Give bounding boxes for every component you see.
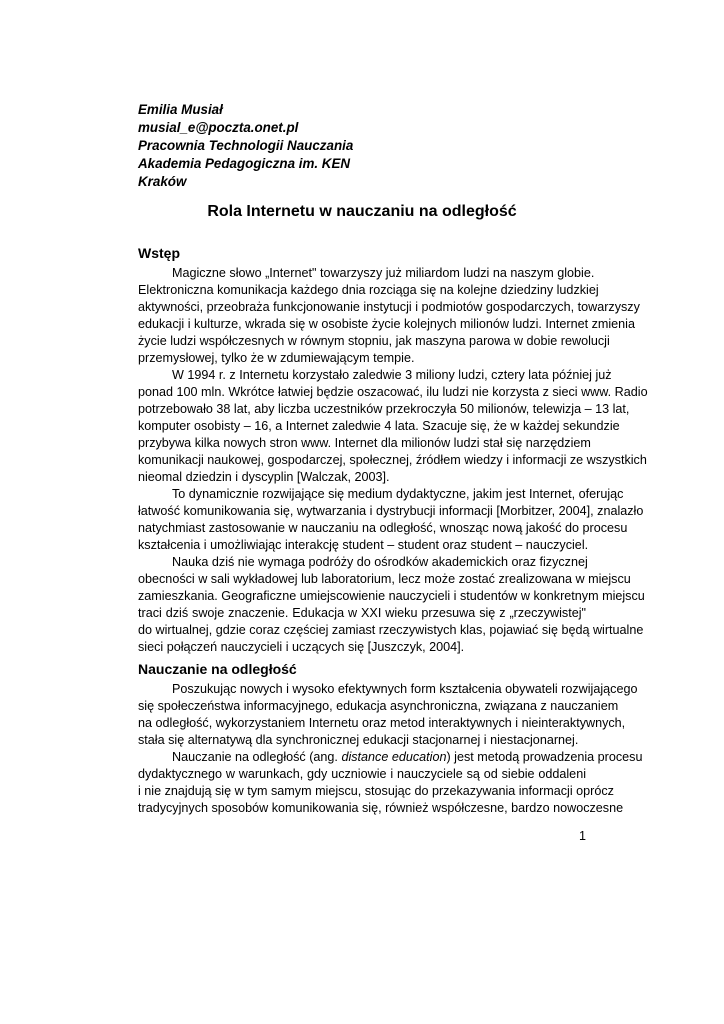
paragraph-line: potrzebowało 38 lat, aby liczba uczestników przekroczyła 50 milionów, telewizja – 13 lat, <box>138 402 630 416</box>
paragraph-line: Elektroniczna komunikacja każdego dnia rozciąga się na kolejne dziedziny ludzkiej <box>138 283 599 297</box>
paragraph-line: kształcenia i umożliwiając interakcję student – student oraz student – nauczyciel. <box>138 538 589 552</box>
author-block <box>138 101 353 191</box>
paragraph-line: W 1994 r. z Internetu korzystało zaledwie 3 miliony ludzi, cztery lata później już <box>172 368 612 382</box>
paragraph-line: przemysłowej, tylko że w zdumiewającym tempie. <box>138 351 415 365</box>
paragraph-line: tradycyjnych sposobów komunikowania się, również współczesne, bardzo nowoczesne <box>138 801 624 815</box>
paragraph-line: łatwość komunikowania się, wytwarzania i dystrybucji informacji [Morbitzer, 2004], znalazło <box>138 504 644 518</box>
paragraph-line: To dynamicznie rozwijające się medium dydaktyczne, jakim jest Internet, oferując <box>172 487 624 501</box>
paragraph-line: Nauczanie na odległość (ang. distance education) jest metodą prowadzenia procesu <box>172 750 643 764</box>
paragraph-line: do wirtualnej, gdzie coraz częściej zamiast rzeczywistych klas, pojawiać się będą wirtualne <box>138 623 644 637</box>
paragraph-line: traci dziś swoje znaczenie. Edukacja w XXI wieku przesuwa się z „rzeczywistej" <box>138 606 586 620</box>
paragraph-line: przybywa kilka nowych stron www. Internet dla milionów ludzi stał się narzędziem <box>138 436 591 450</box>
paragraph-line: aktywności, przeobraża funkcjonowanie instytucji i podmiotów gospodarczych, towarzyszy <box>138 300 640 314</box>
section-heading-nauczanie: Nauczanie na odległość <box>138 661 297 677</box>
paragraph-line: ponad 100 mln. Wkrótce łatwiej będzie oszacować, ilu ludzi nie korzysta z sieci www. Radio <box>138 385 648 399</box>
paragraph-line: życie ludzi współczesnych w równym stopniu, jak maszyna parowa w dobie rewolucji <box>138 334 610 348</box>
paragraph-line: komputer osobisty – 16, a Internet zaledwie 4 lata. Szacuje się, że w każdej sekundzie <box>138 419 620 433</box>
paragraph-line: natychmiast zastosowanie w nauczaniu na odległość, wnosząc nową jakość do procesu <box>138 521 628 535</box>
paragraph-line: dydaktycznego w warunkach, gdy uczniowie i nauczyciele są od siebie oddaleni <box>138 767 586 781</box>
paragraph-line: obecności w sali wykładowej lub laboratorium, lecz może zostać zrealizowana w miejscu <box>138 572 631 586</box>
paragraph-line: się społeczeństwa informacyjnego, edukacja asynchroniczna, związana z nauczaniem <box>138 699 619 713</box>
paragraph-line: na odległość, wykorzystaniem Internetu oraz metod interaktywnych i nieinteraktywnych, <box>138 716 626 730</box>
author-email: musial_e@poczta.onet.pl <box>138 120 299 135</box>
paragraph-line: stała się alternatywą dla synchronicznej edukacji stacjonarnej i niestacjonarnej. <box>138 733 579 747</box>
paragraph-line: komunikacji naukowej, gospodarczej, społecznej, źródłem wiedzy i informacji ze wszystkich <box>138 453 647 467</box>
author-name: Emilia Musiał <box>138 102 223 117</box>
paragraph-line: Nauka dziś nie wymaga podróży do ośrodków akademickich oraz fizycznej <box>172 555 588 569</box>
section-heading-wstep: Wstęp <box>138 245 180 261</box>
paper-title: Rola Internetu w nauczaniu na odległość <box>207 203 517 220</box>
paragraph-line: i nie znajdują się w tym samym miejscu, stosując do przekazywania informacji oprócz <box>138 784 614 798</box>
author-institution: Akademia Pedagogiczna im. KEN <box>138 156 351 171</box>
paragraph-line: nieomal dziedzin i dyscyplin [Walczak, 2003]. <box>138 470 390 484</box>
italic-term: distance education <box>341 750 447 764</box>
paragraph-line: Magiczne słowo „Internet" towarzyszy już miliardom ludzi na naszym globie. <box>172 266 595 280</box>
paragraph-line: zamieszkania. Geograficzne umiejscowienie nauczycieli i studentów w konkretnym miejscu <box>138 589 645 603</box>
paragraph-line: sieci połączeń nauczycieli i uczących się [Juszczyk, 2004]. <box>138 640 465 654</box>
author-city: Kraków <box>138 174 187 189</box>
author-department: Pracownia Technologii Nauczania <box>138 138 354 153</box>
paragraph-line: Poszukując nowych i wysoko efektywnych form kształcenia obywateli rozwijającego <box>172 682 638 696</box>
page-number: 1 <box>578 829 586 843</box>
paragraph-line: edukacji i kulturze, wkrada się w osobiste życie kolejnych milionów ludzi. Internet zmienia <box>138 317 635 331</box>
